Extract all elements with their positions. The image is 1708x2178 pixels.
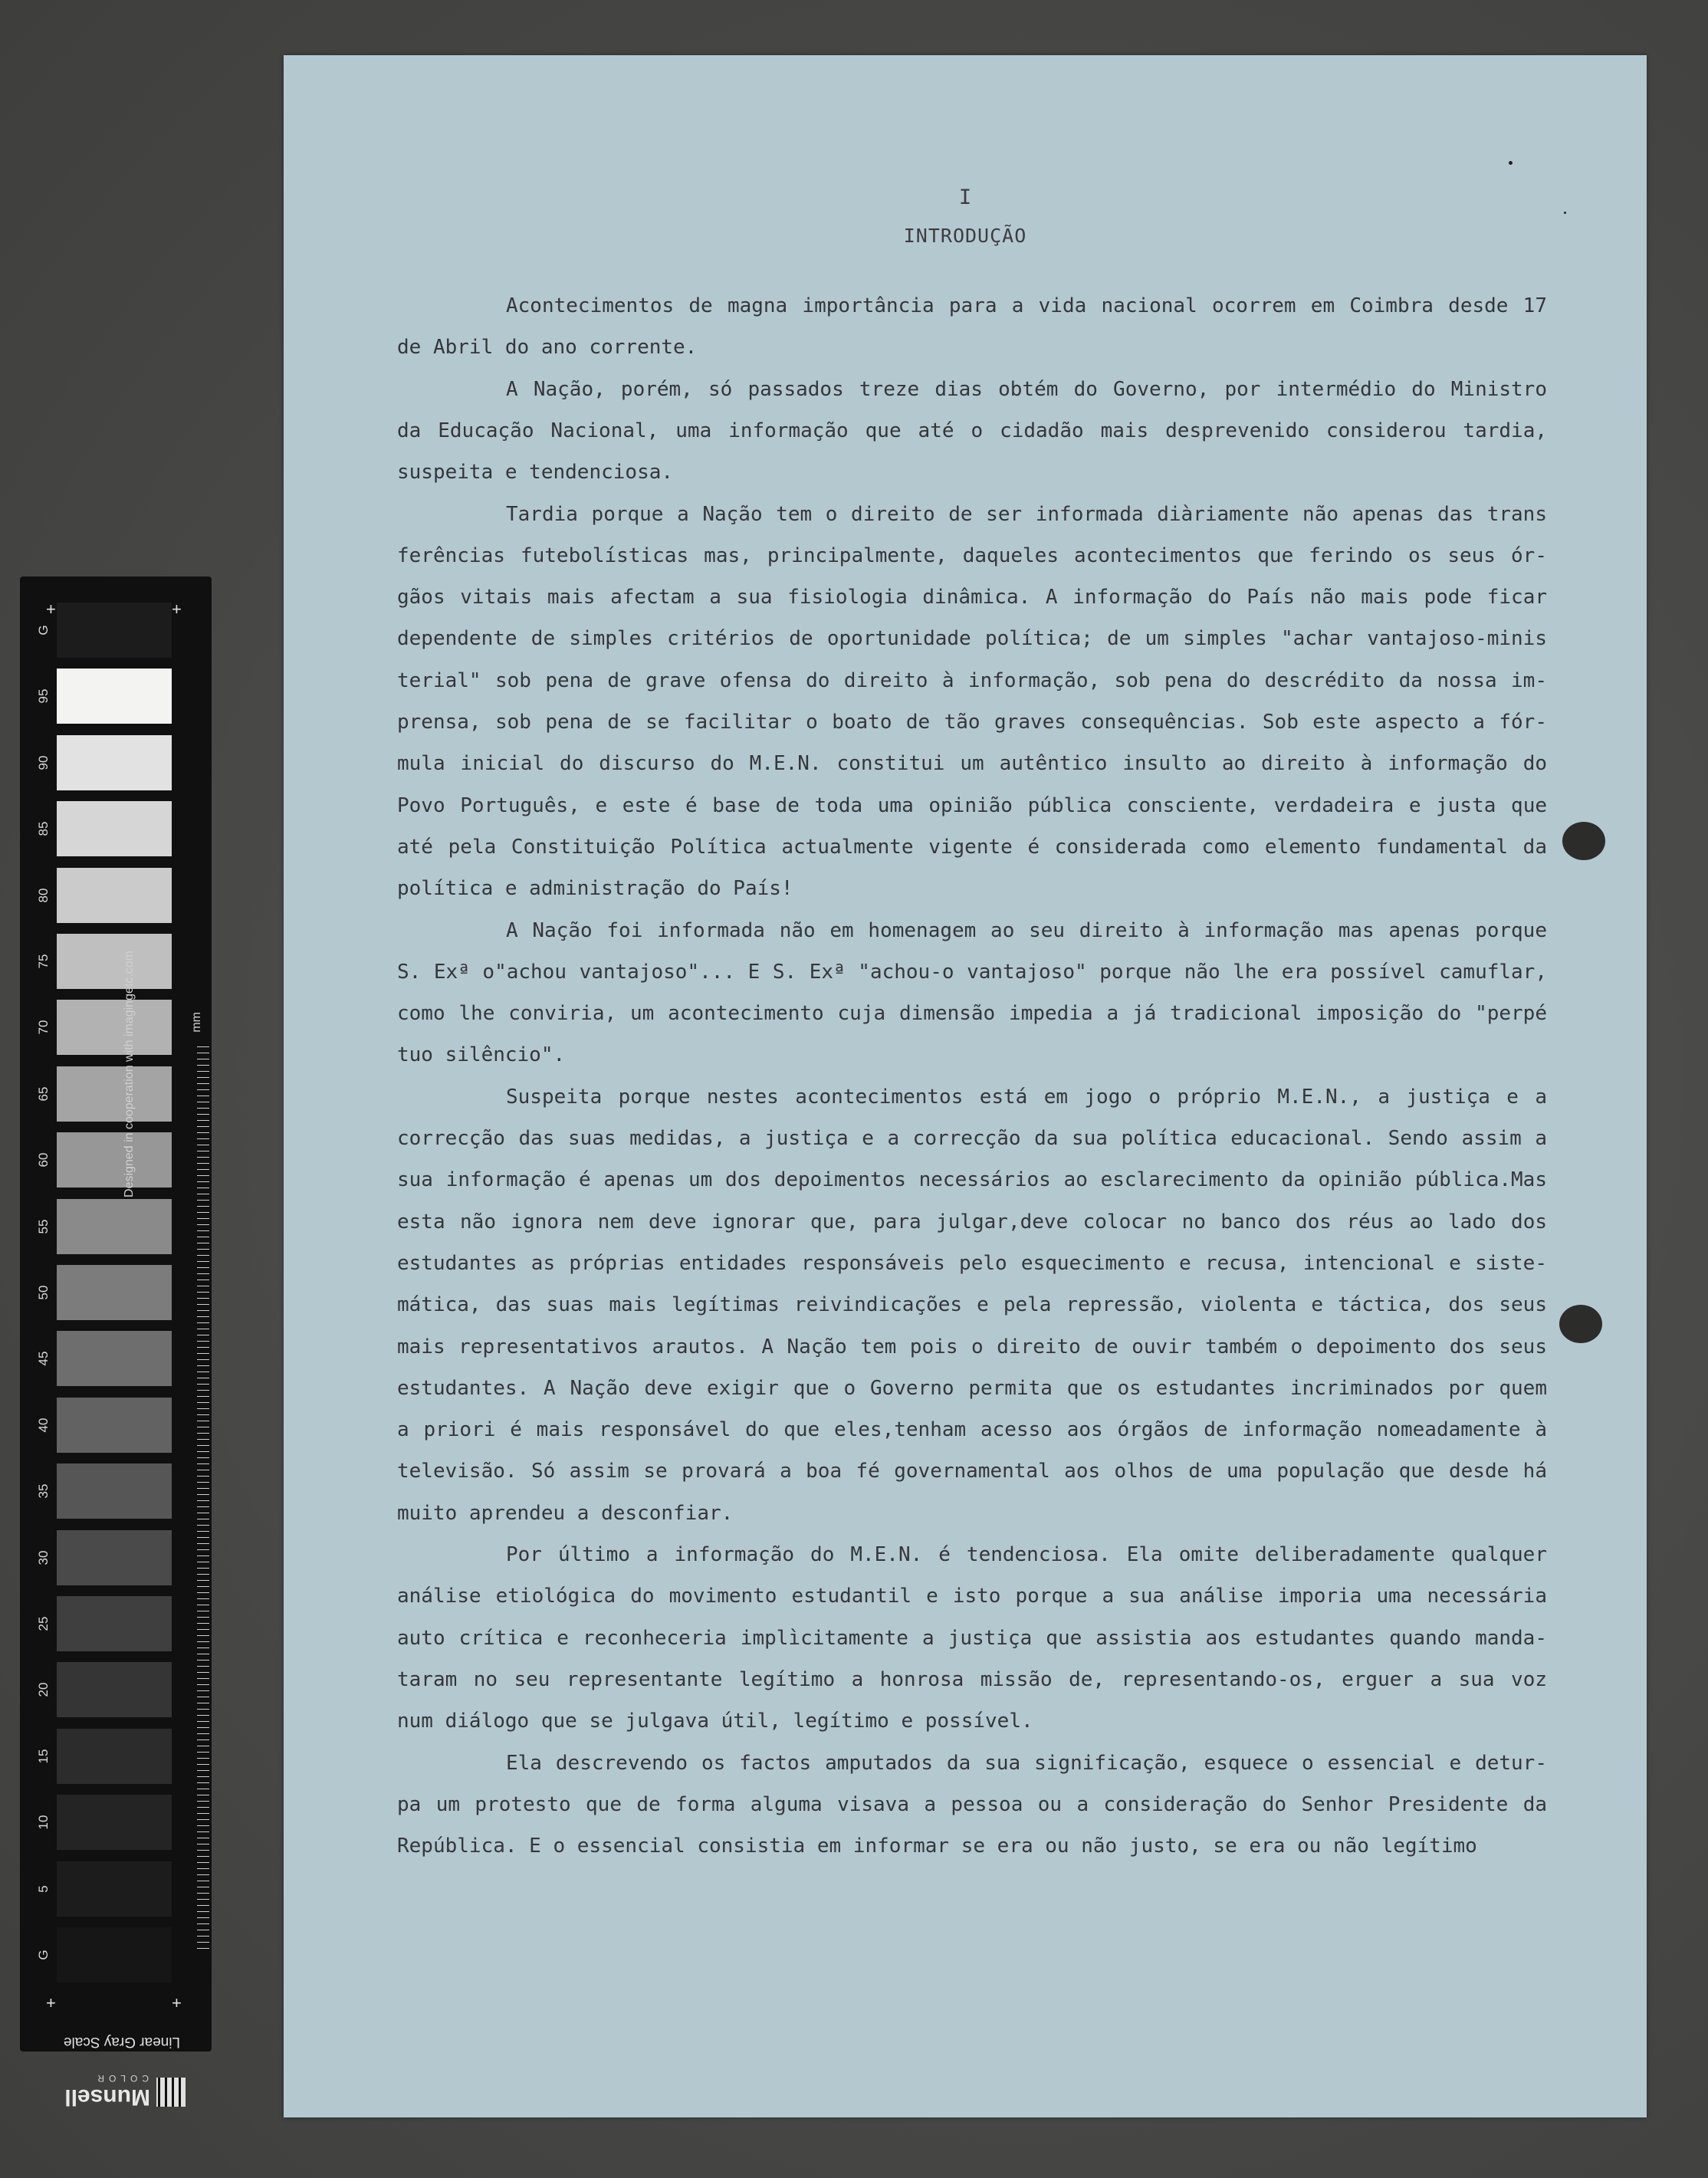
gray-patch	[57, 735, 172, 790]
gray-patch	[57, 1398, 172, 1453]
text-line: Acontecimentos de magna importância para a vida nacional ocorrem em Coimbra desde 17	[506, 294, 1547, 317]
text-line: Tardia porque a Nação tem o direito de ser informada diàriamente não apenas das trans	[506, 502, 1547, 526]
text-line: ferências futebolísticas mas, principalmente, daqueles acontecimentos que ferindo os seus ór-	[397, 544, 1547, 567]
gray-patch-label: 95	[36, 688, 51, 704]
plus-mark: +	[46, 600, 56, 619]
text-line: Ela descrevendo os factos amputados da sua significação, esquece o essencial e detur-	[506, 1751, 1547, 1775]
gray-patch	[57, 603, 172, 658]
gray-patch	[57, 1265, 172, 1320]
text-line: pa um protesto que de forma alguma visava a pessoa ou a consideração do Senhor Presidente da	[397, 1792, 1547, 1816]
gray-patch	[57, 669, 172, 724]
gray-patch	[57, 1596, 172, 1651]
gray-patch-label: 15	[36, 1749, 51, 1764]
scale-title: Linear Gray Scale	[63, 2034, 181, 2050]
text-line: taram no seu representante legítimo a honrosa missão de, representando-os, erguer a sua voz	[397, 1667, 1547, 1691]
text-line: sua informação é apenas um dos depoimentos necessários ao esclarecimento da opinião pública.Mas	[397, 1168, 1547, 1192]
gray-patch-label: 60	[36, 1152, 51, 1168]
plus-mark: +	[172, 600, 182, 619]
text-line: análise etiológica do movimento estudantil e isto porque a sua análise imporia uma necessária	[397, 1585, 1547, 1608]
ink-speck	[1509, 161, 1513, 165]
text-line: suspeita e tendenciosa.	[397, 461, 674, 485]
mm-ruler	[197, 1046, 209, 1951]
gray-patch-label: 35	[36, 1483, 51, 1499]
document-page	[284, 55, 1647, 2117]
munsell-logo-block	[49, 2070, 195, 2113]
gray-patch-label: 55	[36, 1219, 51, 1234]
text-line: mais representativos arautos. A Nação tem pois o direito de ouvir também o depoimento dos seus	[397, 1335, 1547, 1358]
text-line: até pela Constituição Política actualmente vigente é considerada como elemento fundamental da	[397, 835, 1547, 859]
text-line: Povo Português, e este é base de toda uma opinião pública consciente, verdadeira e justa que	[397, 793, 1547, 817]
text-line: mática, das suas mais legítimas reivindicações e pela repressão, violenta e táctica, dos seus	[397, 1293, 1547, 1317]
gray-patch	[57, 1199, 172, 1254]
text-line: estudantes as próprias entidades responsáveis pelo esquecimento e recusa, intencional e siste-	[397, 1251, 1547, 1275]
text-line: correcção das suas medidas, a justiça e a correcção da sua política educacional. Sendo assim a	[397, 1127, 1547, 1150]
text-line: mula inicial do discurso do M.E.N. constitui um autêntico insulto ao direito à informação do	[397, 752, 1547, 776]
plus-mark: +	[46, 1993, 56, 2012]
gray-patch	[57, 868, 172, 923]
gray-patch-label: G	[36, 1950, 51, 1960]
text-line: República. E o essencial consistia em informar se era ou não justo, se era ou não legítimo	[397, 1835, 1477, 1858]
plus-mark: +	[172, 1993, 182, 2012]
gray-patch-label: 70	[36, 1020, 51, 1035]
gray-patch	[57, 1132, 172, 1188]
gray-patch	[57, 1795, 172, 1850]
munsell-grid-icon	[156, 2078, 186, 2107]
text-line: de Abril do ano corrente.	[397, 336, 698, 360]
text-line: esta não ignora nem deve ignorar que, para julgar,deve colocar no banco dos réus ao lado dos	[397, 1210, 1547, 1234]
gray-patch-label: 90	[36, 755, 51, 770]
text-line: estudantes. A Nação deve exigir que o Governo permita que os estudantes incriminados por quem	[397, 1376, 1547, 1400]
gray-patch-label: G	[36, 625, 51, 636]
text-line: da Educação Nacional, uma informação que até o cidadão mais desprevenido considerou tardia,	[397, 419, 1547, 442]
gray-patch-label: 10	[36, 1815, 51, 1830]
text-line: A Nação, porém, só passados treze dias obtém do Governo, por intermédio do Ministro	[506, 377, 1547, 401]
text-line: prensa, sob pena de se facilitar o boato de tão graves consequências. Sob este aspecto a fór-	[397, 711, 1547, 734]
chapter-title: INTRODUÇÃO	[903, 225, 1027, 247]
gray-patch-label: 20	[36, 1682, 51, 1697]
gray-patch	[57, 1000, 172, 1055]
text-line: tuo silêncio".	[397, 1043, 566, 1067]
gray-patch	[57, 801, 172, 856]
text-line: muito aprendeu a desconfiar.	[397, 1501, 734, 1525]
text-line: Por último a informação do M.E.N. é tendenciosa. Ela omite deliberadamente qualquer	[506, 1543, 1547, 1566]
gray-patch	[57, 934, 172, 989]
text-line: dependente de simples critérios de oportunidade política; de um simples "achar vantajoso-minis	[397, 627, 1547, 651]
munsell-brand-sub: COLOR	[93, 2073, 149, 2084]
text-line: auto crítica e reconheceria implìcitamente a justiça que assistia aos estudantes quando manda-	[397, 1626, 1547, 1650]
text-line: S. Exª o"achou vantajoso"... E S. Exª "achou-o vantajoso" porque não lhe era possível camuflar,	[397, 960, 1547, 984]
chapter-number: I	[958, 186, 972, 209]
text-line: terial" sob pena de grave ofensa do direito à informação, sob pena do descrédito da nossa im-	[397, 669, 1547, 692]
gray-patch-label: 65	[36, 1086, 51, 1102]
gray-patch-label: 80	[36, 888, 51, 903]
gray-patch-label: 40	[36, 1418, 51, 1433]
punch-hole	[1562, 822, 1605, 860]
text-line: gãos vitais mais afectam a sua fisiologia dinâmica. A informação do País não mais pode ficar	[397, 586, 1547, 609]
ink-speck	[1564, 212, 1566, 214]
text-line: A Nação foi informada não em homenagem ao seu direito à informação mas apenas porque	[506, 918, 1547, 942]
text-line: televisão. Só assim se provará a boa fé governamental aos olhos de uma população que desde há	[397, 1460, 1547, 1483]
gray-patch-label: 30	[36, 1550, 51, 1565]
munsell-brand: Munsell	[64, 2084, 150, 2110]
gray-patch	[57, 1331, 172, 1386]
gray-patch-label: 50	[36, 1285, 51, 1300]
gray-patch-label: 85	[36, 821, 51, 836]
gray-patch-label: 5	[36, 1884, 51, 1893]
gray-patch	[57, 1530, 172, 1585]
gray-patch	[57, 1066, 172, 1122]
gray-patch	[57, 1927, 172, 1983]
text-line: a priori é mais responsável do que eles,tenham acesso aos órgãos de informação nomeadamente à	[397, 1418, 1547, 1442]
text-line: como lhe conviria, um acontecimento cuja dimensão impedia a já tradicional imposição do "perpé	[397, 1002, 1547, 1026]
scale-credit-text: Designed in cooperation with imagingetc.com	[123, 951, 136, 1197]
gray-patch-label: 45	[36, 1351, 51, 1366]
punch-hole	[1559, 1305, 1602, 1343]
gray-patch-label: 25	[36, 1616, 51, 1631]
gray-patch	[57, 1662, 172, 1717]
gray-patch-label: 75	[36, 954, 51, 969]
text-line: política e administração do País!	[397, 877, 793, 901]
text-line: num diálogo que se julgava útil, legítimo e possível.	[397, 1710, 1033, 1733]
gray-patch	[57, 1729, 172, 1784]
scale-unit-label: mm	[190, 1012, 203, 1033]
gray-patch	[57, 1463, 172, 1519]
gray-patch	[57, 1861, 172, 1917]
text-line: Suspeita porque nestes acontecimentos está em jogo o próprio M.E.N., a justiça e a	[506, 1085, 1547, 1109]
